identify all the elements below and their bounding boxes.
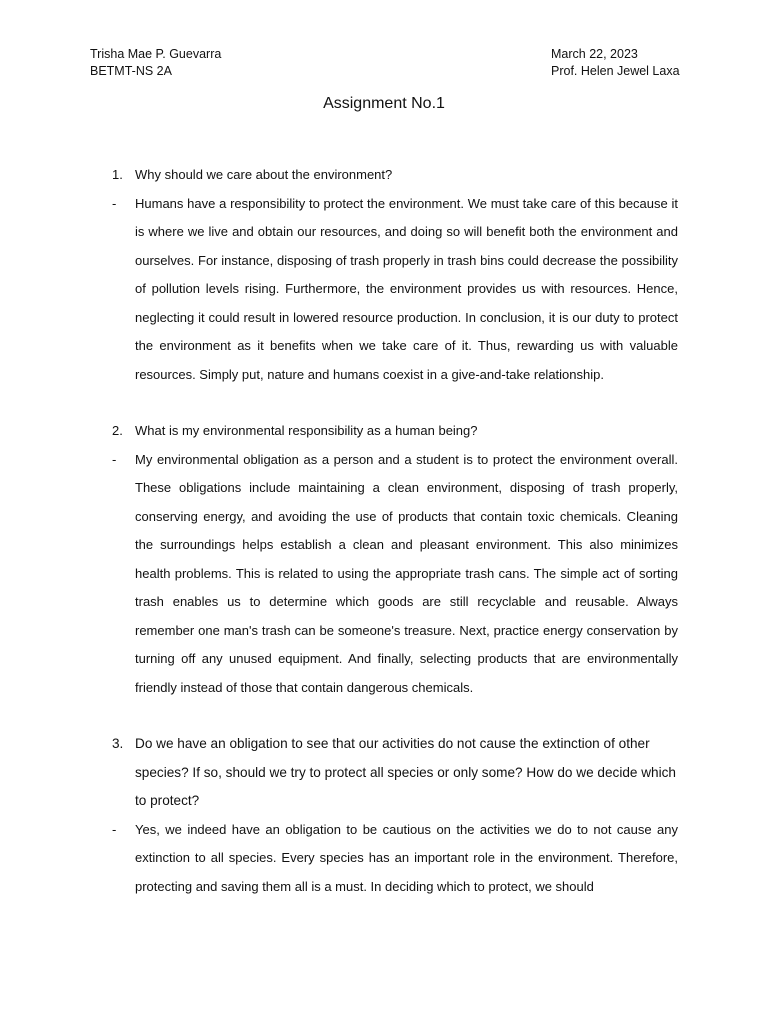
- page-title: Assignment No.1: [323, 95, 445, 112]
- question-text: Do we have an obligation to see that our activities do not cause the extinction of other species? If so, should we try to protect all species or only some? How do we decide which to protect?: [135, 736, 676, 808]
- answer-text: My environmental obligation as a person and a student is to protect the environment overall. These obligations include maintaining a clean environment, disposing of trash properly, conserving energy, and avoiding the use of products that contain toxic chemicals. Cleaning the surroundings helps establish a clean and pleasant environment. This also minimizes health problems. This is related to using the appropriate trash cans. The simple act of sorting trash enables us to determine which goods are still recyclable and reusable. Always remember one man's trash can be someone's treasure. Next, practice energy conservation by turning off any unused equipment. And finally, selecting products that are environmentally friendly instead of those that contain dangerous chemicals.: [135, 451, 678, 695]
- student-info: [90, 46, 221, 80]
- answer-bullet: -: [112, 821, 117, 837]
- answer-bullet: -: [112, 451, 117, 467]
- answer-text: Humans have a responsibility to protect the environment. We must take care of this because it is where we live and obtain our resources, and doing so will benefit both the environment and ourselves. For instance, disposing of trash properly in trash bins could decrease the possibility of pollution levels rising. Furthermore, the environment provides us with resources. Hence, neglecting it could result in lowered resource production. In conclusion, it is our duty to protect the environment as it benefits when we take care of it. Thus, rewarding us with valuable resources. Simply put, nature and humans coexist in a give-and-take relationship.: [135, 195, 678, 382]
- answer-1: [112, 190, 678, 390]
- question-3: [112, 730, 678, 816]
- student-name: Trisha Mae P. Guevarra: [90, 47, 222, 61]
- section-gap: [112, 389, 678, 417]
- answer-text: Yes, we indeed have an obligation to be cautious on the activities we do to not cause any extinction to all species. Every species has an important role in the environment. Therefore, protecting and saving them all is a must. In deciding which to protect, we should: [135, 821, 678, 894]
- question-text: Why should we care about the environment?: [135, 167, 393, 182]
- student-section: BETMT-NS 2A: [90, 64, 172, 78]
- question-2: [112, 417, 678, 446]
- section-gap: [112, 702, 678, 730]
- question-number: 1.: [112, 167, 123, 182]
- answer-bullet: -: [112, 195, 117, 211]
- question-number: 3.: [112, 736, 124, 751]
- answer-2: [112, 446, 678, 703]
- question-1: [112, 161, 678, 190]
- submission-date: March 22, 2023: [551, 47, 638, 61]
- question-number: 2.: [112, 423, 123, 438]
- course-info: [551, 46, 680, 80]
- professor-name: Prof. Helen Jewel Laxa: [551, 64, 680, 78]
- assignment-body: [112, 161, 678, 901]
- question-text: What is my environmental responsibility as a human being?: [135, 423, 478, 438]
- answer-3: [112, 816, 678, 902]
